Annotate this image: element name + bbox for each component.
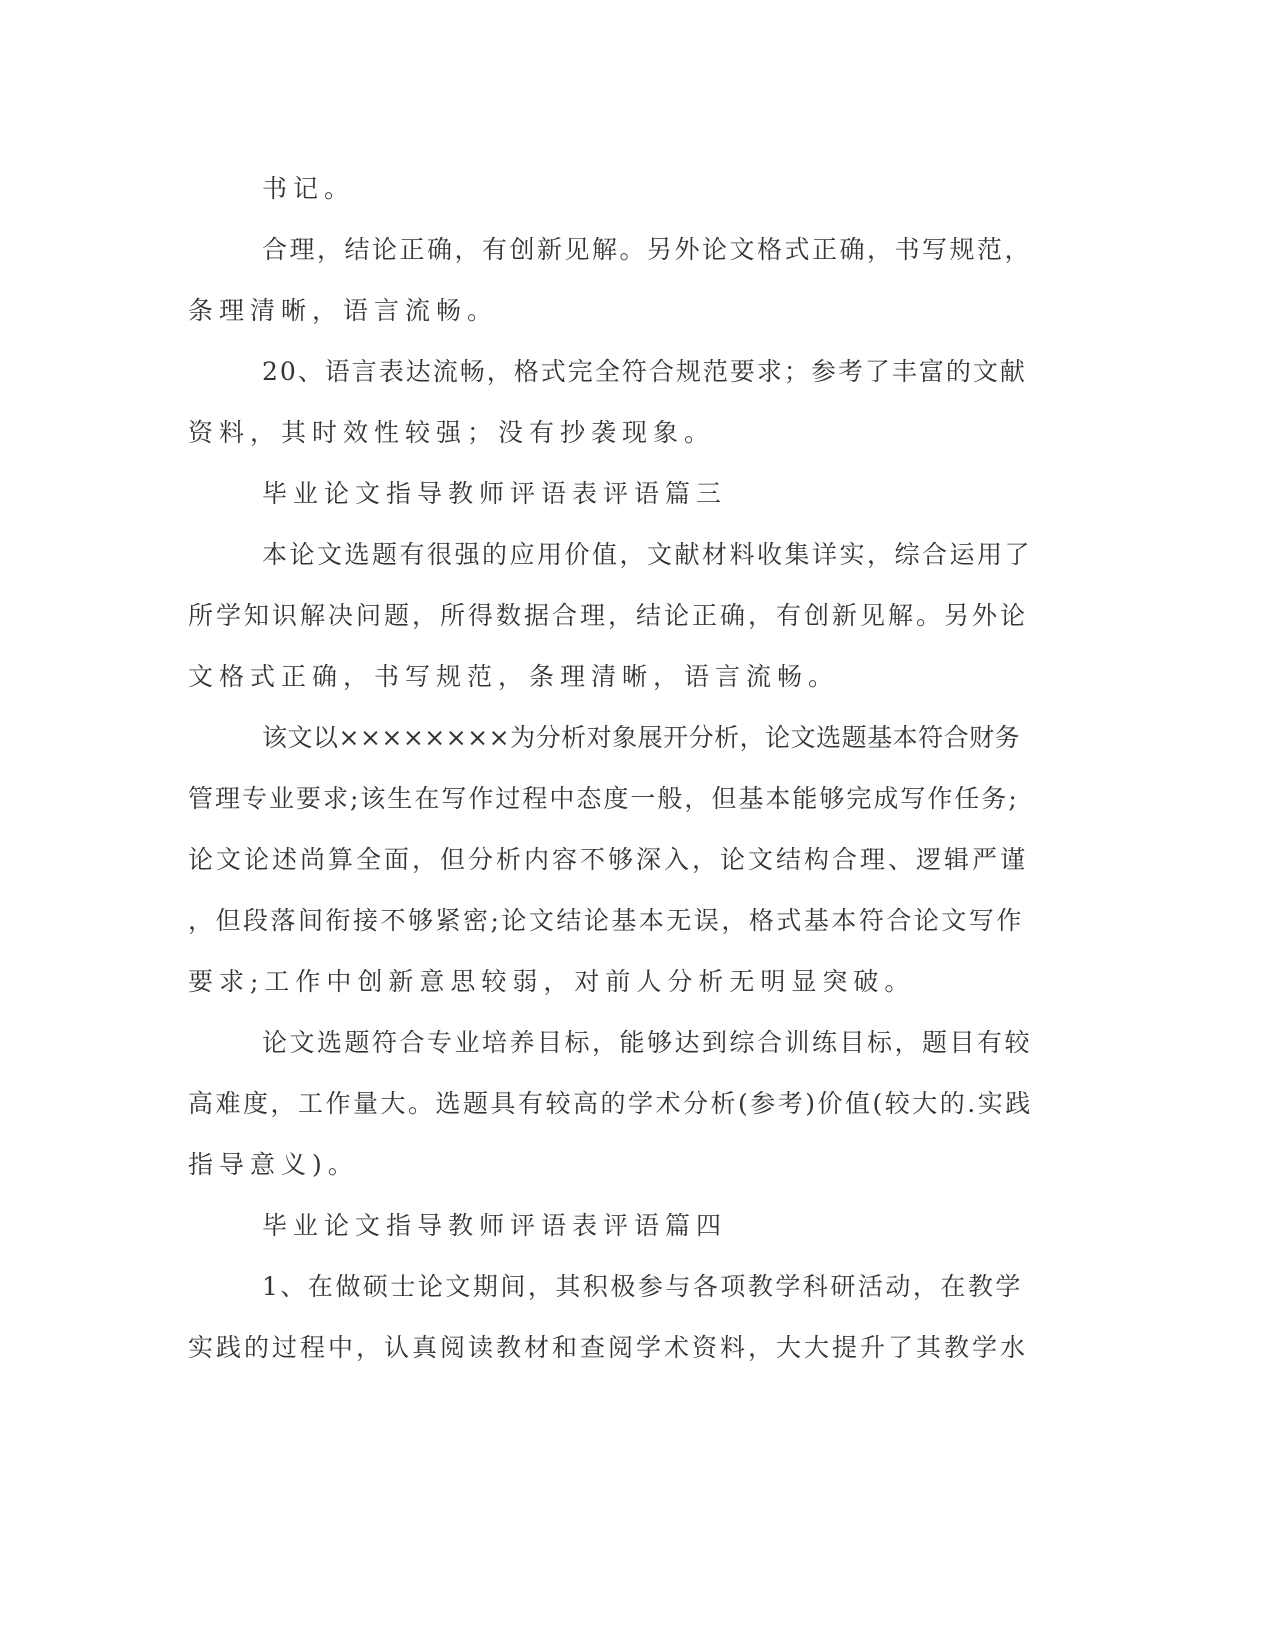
text-line: 20、语言表达流畅，格式完全符合规范要求；参考了丰富的文献 bbox=[262, 357, 1027, 386]
text-line: 条理清晰，语言流畅。 bbox=[188, 296, 499, 325]
text-line: 本论文选题有很强的应用价值，文献材料收集详实，综合运用了 bbox=[262, 540, 1033, 569]
text-line: 1、在做硕士论文期间，其积极参与各项教学科研活动，在教学 bbox=[262, 1272, 1023, 1301]
section-heading: 毕业论文指导教师评语表评语篇三 bbox=[262, 479, 728, 508]
text-line: 管理专业要求;该生在写作过程中态度一般，但基本能够完成写作任务; bbox=[188, 784, 1019, 813]
text-line: 指导意义)。 bbox=[188, 1150, 359, 1179]
text-line: 文格式正确，书写规范，条理清晰，语言流畅。 bbox=[188, 662, 840, 691]
text-line: 资料，其时效性较强；没有抄袭现象。 bbox=[188, 418, 716, 447]
text-line: 要求;工作中创新意思较弱，对前人分析无明显突破。 bbox=[188, 967, 916, 996]
section-heading: 毕业论文指导教师评语表评语篇四 bbox=[262, 1211, 728, 1240]
document-body bbox=[188, 158, 1088, 1378]
text-line: 论文选题符合专业培养目标，能够达到综合训练目标，题目有较 bbox=[262, 1028, 1033, 1057]
text-line: 论文论述尚算全面，但分析内容不够深入，论文结构合理、逻辑严谨 bbox=[188, 845, 1029, 874]
text-line: 实践的过程中，认真阅读教材和查阅学术资料，大大提升了其教学水 bbox=[188, 1333, 1029, 1362]
text-line: 高难度，工作量大。选题具有较高的学术分析(参考)价值(较大的.实践 bbox=[188, 1089, 1033, 1118]
text-line: 所学知识解决问题，所得数据合理，结论正确，有创新见解。另外论 bbox=[188, 601, 1029, 630]
text-line: 合理，结论正确，有创新见解。另外论文格式正确，书写规范， bbox=[262, 235, 1033, 264]
text-line: ，但段落间衔接不够紧密;论文结论基本无误，格式基本符合论文写作 bbox=[188, 906, 1024, 935]
text-line: 书记。 bbox=[262, 174, 356, 203]
text-line: 该文以××××××××为分析对象展开分析，论文选题基本符合财务 bbox=[262, 723, 1021, 752]
